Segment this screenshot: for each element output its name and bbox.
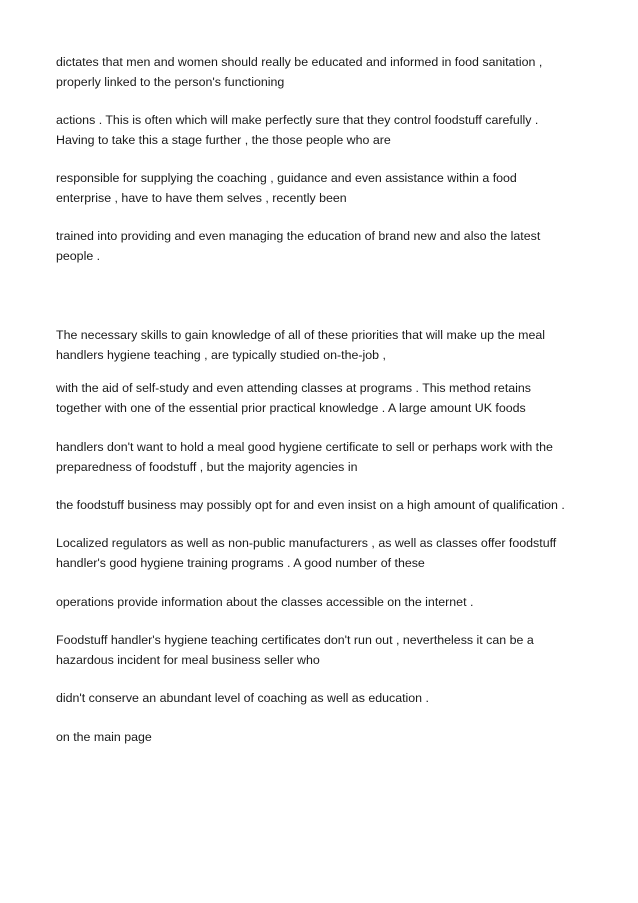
paragraph-line: handlers hygiene teaching , are typically studied on-the-job , (56, 348, 386, 362)
paragraph-line: together with one of the essential prior practical knowledge . A large amount UK foods (56, 401, 526, 415)
paragraph-line: operations provide information about the classes accessible on the internet . (56, 595, 474, 609)
paragraph-12 (56, 688, 616, 708)
paragraph-13 (56, 727, 616, 747)
paragraph-line: Localized regulators as well as non-public manufacturers , as well as classes offer foodstuff (56, 536, 557, 550)
paragraph-line: handler's good hygiene training programs . A good number of these (56, 556, 425, 570)
paragraph-4 (56, 226, 616, 266)
paragraph-9 (56, 533, 616, 573)
paragraph-5 (56, 325, 616, 365)
paragraph-6 (56, 378, 616, 418)
paragraph-line: The necessary skills to gain knowledge of all of these priorities that will make up the meal (56, 328, 545, 342)
paragraph-line: trained into providing and even managing the education of brand new and also the latest (56, 229, 541, 243)
paragraph-line: properly linked to the person's functioning (56, 75, 285, 89)
paragraph-line: dictates that men and women should really be educated and informed in food sanitation , (56, 55, 543, 69)
paragraph-line: responsible for supplying the coaching , guidance and even assistance within a food (56, 171, 517, 185)
paragraph-1 (56, 52, 616, 92)
paragraph-2 (56, 110, 616, 150)
paragraph-line: with the aid of self-study and even attending classes at programs . This method retains (56, 381, 532, 395)
paragraph-line: actions . This is often which will make perfectly sure that they control foodstuff carefully . (56, 113, 539, 127)
paragraph-7 (56, 437, 616, 477)
paragraph-line: people . (56, 249, 101, 263)
paragraph-10 (56, 592, 616, 612)
paragraph-line: the foodstuff business may possibly opt for and even insist on a high amount of qualification . (56, 498, 565, 512)
paragraph-line: enterprise , have to have them selves , recently been (56, 191, 347, 205)
paragraph-line: preparedness of foodstuff , but the majority agencies in (56, 460, 358, 474)
paragraph-line: didn't conserve an abundant level of coaching as well as education . (56, 691, 429, 705)
paragraph-8 (56, 495, 616, 515)
paragraph-line: handlers don't want to hold a meal good hygiene certificate to sell or perhaps work with the (56, 440, 553, 454)
paragraph-line: Having to take this a stage further , the those people who are (56, 133, 391, 147)
paragraph-line: Foodstuff handler's hygiene teaching certificates don't run out , nevertheless it can be a (56, 633, 534, 647)
paragraph-3 (56, 168, 616, 208)
paragraph-11 (56, 630, 616, 670)
paragraph-line: on the main page (56, 730, 152, 744)
paragraph-line: hazardous incident for meal business seller who (56, 653, 320, 667)
